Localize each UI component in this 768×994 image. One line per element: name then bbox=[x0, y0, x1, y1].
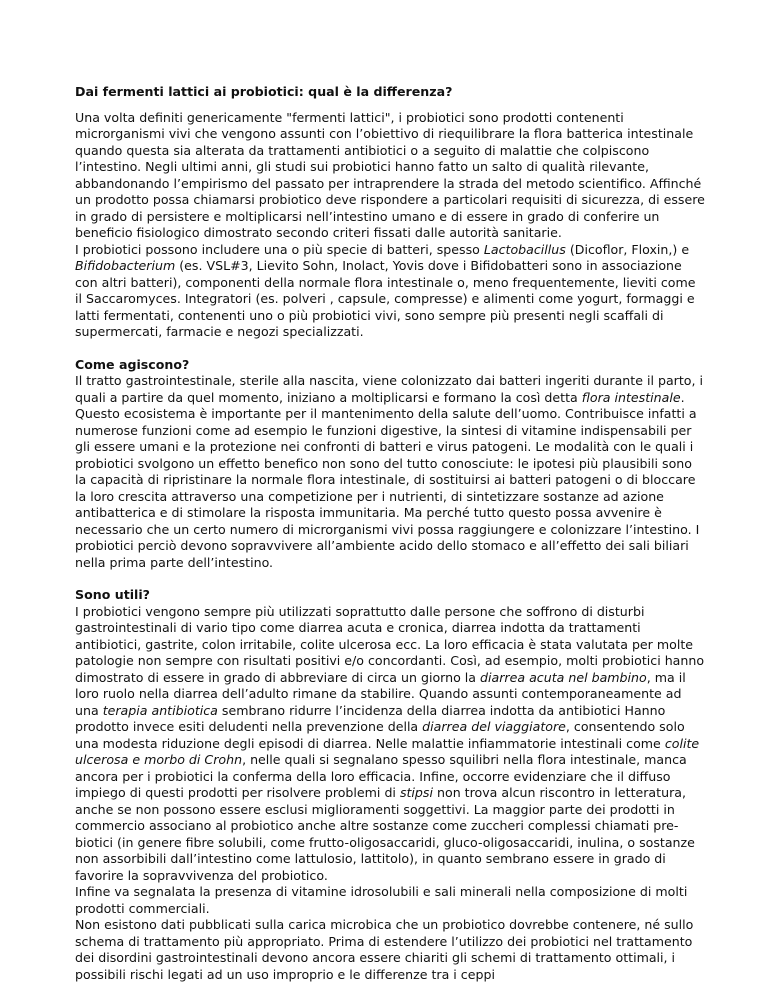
text-run: I probiotici possono includere una o più specie di batteri, spesso bbox=[75, 241, 484, 257]
section-paragraph: Infine va segnalata la presenza di vitamine idrosolubili e sali minerali nella composizione di molti prodotti commerciali. bbox=[75, 884, 688, 916]
article-body bbox=[75, 84, 705, 983]
intro-paragraph-2 bbox=[75, 242, 705, 341]
italic-flora-intestinale: flora intestinale bbox=[581, 389, 681, 405]
section-heading: Sono utili? bbox=[75, 587, 150, 602]
italic-term: diarrea acuta nel bambino bbox=[480, 669, 647, 685]
section-paragraph bbox=[75, 604, 705, 885]
text-run: . Questo ecosistema è importante per il mantenimento della salute dell’uomo. Contribuisce infatti a numerose funzioni come ad esempio le funzioni digestive, la sintesi di vitamine indispensabili per gli essere umani e la protezione nei confronti di batteri e virus patogeni. Le modalità con le quali i probiotici svolgono un effetto benefico non sono del tutto conosciute: le ipotesi più plausibili sono la capacità di ripristinare la normale flora intestinale, di sostituirsi ai batteri patogeni o di bloccare la loro crescita attraverso una competizione per i nutrienti, di sintetizzare sostanze ad azione antibatterica e di stimolare la risposta immunitaria. Ma perché tutto questo possa avvenire è necessario che un certo numero di microrganismi vivi possa raggiungere e colonizzare l’intestino. I probiotici perciò devono sopravvivere all’ambiente acido dello stomaco e all’effetto dei sali biliari nella prima parte dell’intestino. bbox=[75, 389, 700, 570]
italic-term: stipsi bbox=[399, 785, 433, 800]
section-sono-utili bbox=[75, 587, 705, 983]
italic-lactobacillus: Lactobacillus bbox=[483, 241, 566, 257]
italic-term: terapia antibiotica bbox=[102, 702, 218, 718]
section-paragraph bbox=[75, 373, 705, 571]
text-run: Il tratto gastrointestinale, sterile alla nascita, viene colonizzato dai batteri ingeriti durante il parto, i quali a partire da quel momento, iniziano a moltiplicarsi e formano la così detta bbox=[75, 373, 704, 405]
italic-term: colite ulcerosa e morbo di Crohn bbox=[75, 735, 700, 767]
text-run: non trova alcun riscontro in letteratura, anche se non possono essere esclusi miglioramenti soggettivi. La maggior parte dei prodotti in commercio associano al probiotico anche altre sostanze come zuccheri complessi chiamati pre-biotici (in genere fibre solubili, come frutto-oligosaccaridi, gluco-oligosaccaridi, inulina, o sostanze non assorbibili dall’intestino come lattulosio, lattitolo), in quanto sembrano essere in grado di favorire la sopravvivenza del probiotico. bbox=[75, 785, 695, 883]
section-paragraph: Non esistono dati pubblicati sulla carica microbica che un probiotico dovrebbe contenere, né sullo schema di trattamento più appropriato. Prima di estendere l’utilizzo dei probiotici nel trattamento dei disordini gastrointestinali devono ancora essere chiariti gli schemi di trattamento ottimali, i possibili rischi legati ad un uso improprio e le differenze tra i ceppi bbox=[75, 917, 694, 982]
section-come-agiscono bbox=[75, 357, 705, 572]
text-run: , nelle quali si segnalano spesso squilibri nella flora intestinale, manca ancora per i probiotici la conferma della loro efficacia. Infine, occorre evidenziare che il diffuso impiego di questi prodotti per risolvere problemi di bbox=[75, 752, 687, 800]
article-title: Dai fermenti lattici ai probiotici: qual è la differenza? bbox=[75, 84, 453, 99]
text-run: , ma il loro ruolo nella diarrea dell’adulto rimane da stabilire. Quando assunti contemporaneamente ad una bbox=[75, 669, 686, 718]
italic-bifidobacterium: Bifidobacterium bbox=[75, 258, 176, 273]
section-heading: Come agiscono? bbox=[75, 356, 190, 372]
text-run: , consentendo solo una modesta riduzione degli episodi di diarrea. Nelle malattie infiammatorie intestinali come bbox=[75, 719, 685, 751]
text-run: I probiotici vengono sempre più utilizzati soprattutto dalle persone che soffrono di disturbi gastrointestinali di vario tipo come diarrea acuta e cronica, diarrea indotta da trattamenti antibiotici, gastrite, colon irritabile, colite ulcerosa ecc. La loro efficacia è stata valutata per molte patologie non sempre con risultati positivi e/o concordanti. Così, ad esempio, molti probiotici hanno dimostrato di essere in grado di abbreviare di circa un giorno la bbox=[75, 603, 705, 685]
text-run: (es. VSL#3, Lievito Sohn, Inolact, Yovis dove i Bifidobatteri sono in associazione con altri batteri), componenti della normale flora intestinale o, meno frequentemente, lieviti come il Saccaromyces. Integratori (es. polveri , capsule, compresse) e alimenti come yogurt, formaggi e latti fermentati, contenenti uno o più probiotici vivi, sono sempre più presenti negli scaffali di supermercati, farmacie e negozi specializzati. bbox=[75, 258, 696, 339]
text-run: (Dicoflor, Floxin,) e bbox=[565, 241, 690, 257]
italic-term: diarrea del viaggiatore bbox=[422, 719, 566, 734]
text-run: sembrano ridurre l’incidenza della diarrea indotta da antibiotici Hanno prodotto invece esiti deludenti nella prevenzione della bbox=[75, 702, 666, 734]
intro-paragraph-1: Una volta definiti genericamente "fermenti lattici", i probiotici sono prodotti contenenti microrganismi vivi che vengono assunti con l’obiettivo di riequilibrare la flora batterica intestinale quando questa sia alterata da trattamenti antibiotici o a seguito di malattie che colpiscono l’intestino. Negli ultimi anni, gli studi sui probiotici hanno fatto un salto di qualità rilevante, abbandonando l’empirismo del passato per intraprendere la strada del metodo scientifico. Affinché un prodotto possa chiamarsi probiotico deve rispondere a particolari requisiti di sicurezza, di essere in grado di persistere e moltiplicarsi nell’intestino umano e di essere in grado di conferire un beneficio fisiologico dimostrato secondo criteri fissati dalle autorità sanitarie. bbox=[75, 109, 705, 240]
